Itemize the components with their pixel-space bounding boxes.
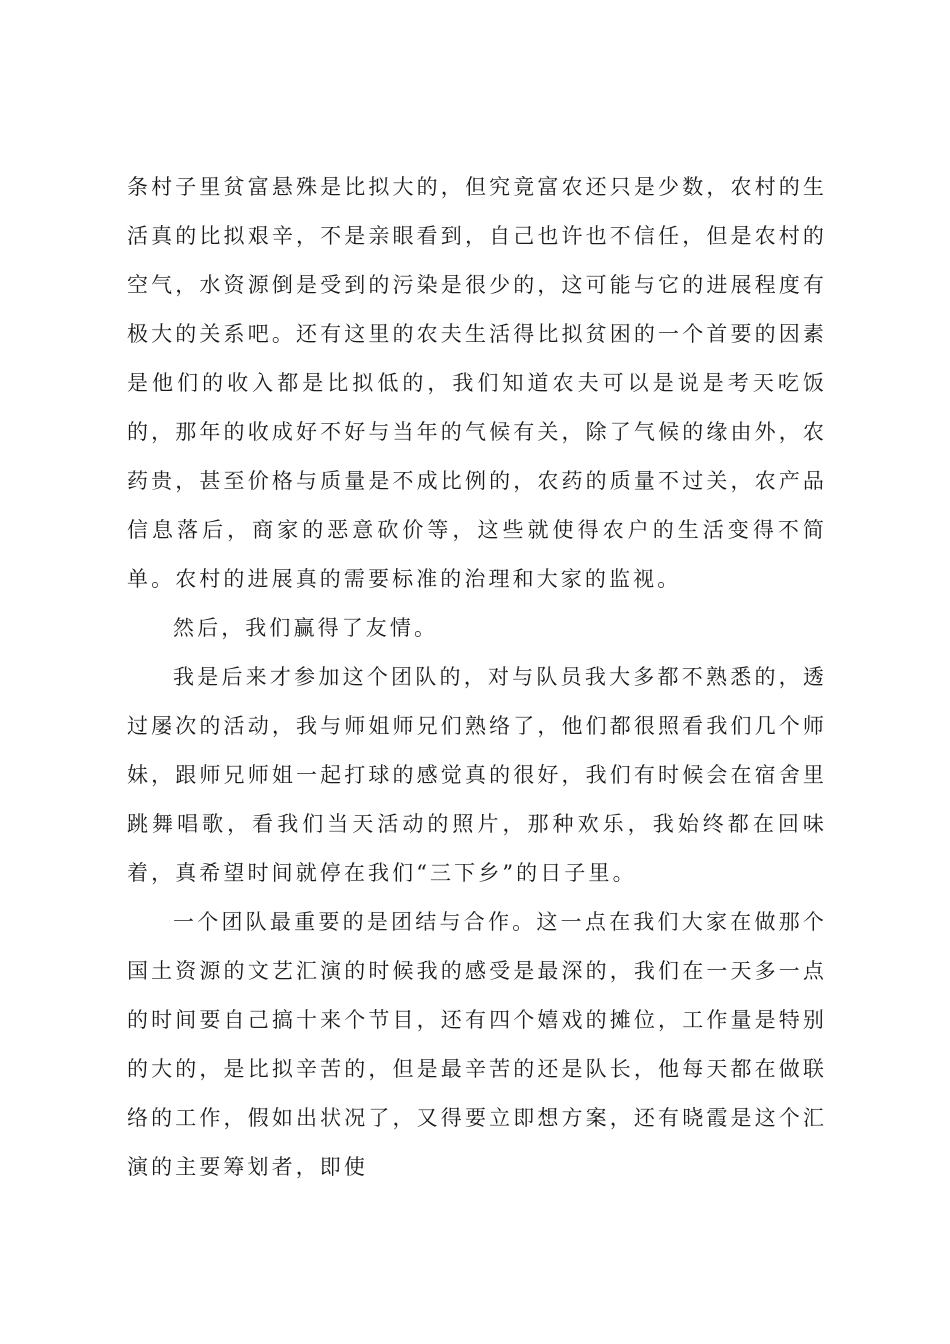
paragraph-continued: 条村子里贫富悬殊是比拟大的，但究竟富农还只是少数，农村的生活真的比拟艰辛，不是亲眼看到，自己也许也不信任，但是农村的空气，水资源倒是受到的污染是很少的，这可能与它的进展程度有极大的关系吧。还有这里的农夫生活得比拟贫困的一个首要的因素是他们的收入都是比拟低的，我们知道农夫可以是说是考天吃饭的，那年的收成好不好与当年的气候有关，除了气候的缘由外，农药贵，甚至价格与质量是不成比例的，农药的质量不过关，农产品信息落后，商家的恶意砍价等，这些就使得农户的生活变得不简单。农村的进展真的需要标准的治理和大家的监视。 — [127, 175, 827, 591]
paragraph-teamwork: 一个团队最重要的是团结与合作。这一点在我们大家在做那个国土资源的文艺汇演的时候我的感受是最深的，我们在一天多一点的时间要自己搞十来个节目，还有四个嬉戏的摊位，工作量是特别的大的，是比拟辛苦的，但是最辛苦的还是队长，他每天都在做联络的工作，假如出状况了，又得要立即想方案，还有晓霞是这个汇演的主要筹划者，即使 — [127, 910, 827, 1179]
paragraph-friendship: 然后，我们赢得了友情。 — [173, 616, 439, 640]
document-body — [127, 163, 827, 1192]
paragraph-team-members: 我是后来才参加这个团队的，对与队员我大多都不熟悉的，透过屡次的活动，我与师姐师兄们熟络了，他们都很照看我们几个师妹，跟师兄师姐一起打球的感觉真的很好，我们有时候会在宿舍里跳舞唱歌，看我们当天活动的照片，那种欢乐，我始终都在回味着，真希望时间就停在我们“三下乡”的日子里。 — [127, 665, 827, 885]
